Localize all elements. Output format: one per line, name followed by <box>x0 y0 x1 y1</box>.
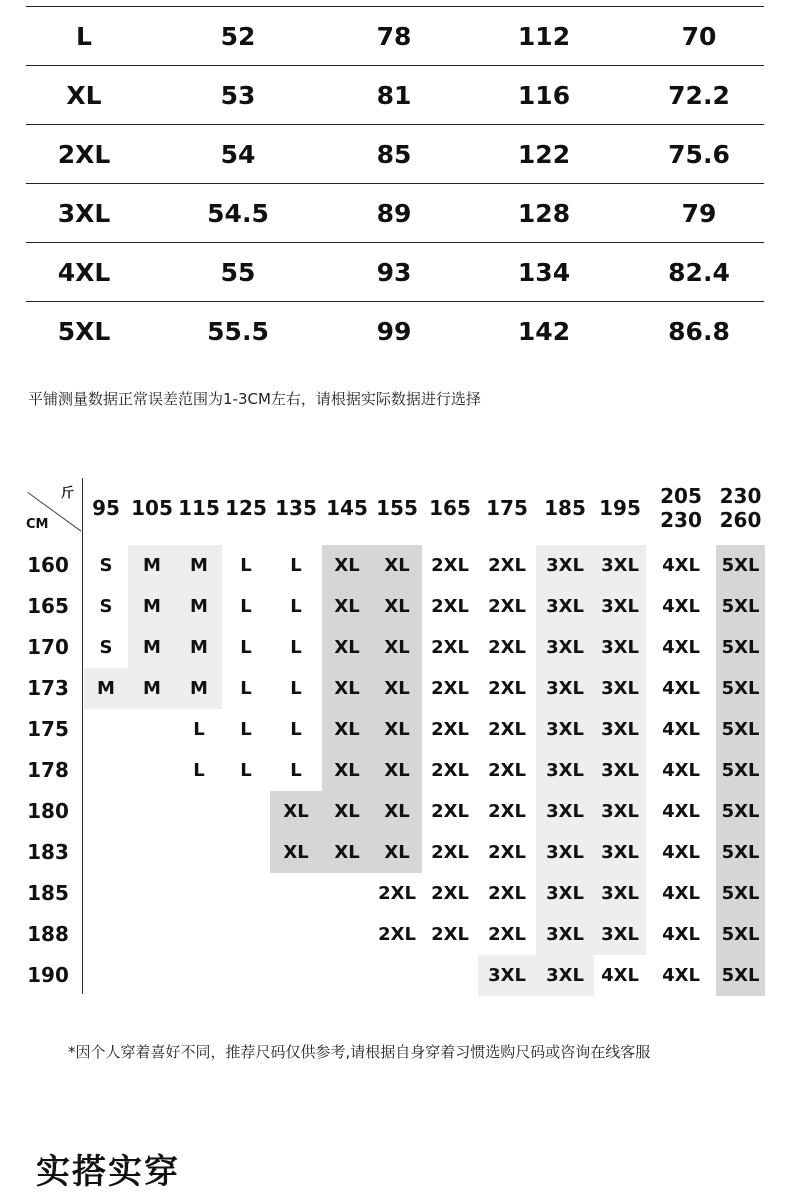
size-row <box>26 65 764 124</box>
recommended-size-cell <box>84 750 128 791</box>
recommended-size-cell <box>84 791 128 832</box>
recommended-size-cell: M <box>176 627 222 668</box>
recommended-size-cell: L <box>290 678 302 699</box>
size-label: 4XL <box>57 257 111 287</box>
recommended-size-cell: L <box>290 760 302 781</box>
recommended-size-cell: XL <box>270 832 322 873</box>
weight-header <box>176 486 222 530</box>
recommended-size-cell: M <box>128 545 176 586</box>
measurement-value: 86.8 <box>668 316 730 346</box>
recommended-size-cell: XL <box>322 750 372 791</box>
recommended-size-cell: 3XL <box>536 586 594 627</box>
recommended-size-cell: 4XL <box>662 965 700 986</box>
recommended-size-cell: 3XL <box>536 545 594 586</box>
recommended-size-cell: 4XL <box>662 842 700 863</box>
recommended-size-cell: 5XL <box>716 750 765 791</box>
recommended-size-cell <box>128 873 176 914</box>
recommended-size-cell <box>84 832 128 873</box>
measurement-value: 52 <box>220 21 256 51</box>
recommended-size-cell: 2XL <box>488 719 526 740</box>
recommended-size-cell: XL <box>322 832 372 873</box>
recommended-size-cell: 5XL <box>716 586 765 627</box>
recommended-size-cell: 2XL <box>431 678 469 699</box>
recommended-size-cell: L <box>240 637 252 658</box>
recommended-size-cell: L <box>240 678 252 699</box>
recommended-size-cell: L <box>290 596 302 617</box>
recommended-size-cell: 5XL <box>716 709 765 750</box>
recommended-size-cell: L <box>193 760 205 781</box>
recommended-size-cell: 5XL <box>716 668 765 709</box>
recommended-size-cell <box>222 914 270 955</box>
recommended-size-cell: 3XL <box>594 750 646 791</box>
recommended-size-cell: 2XL <box>378 924 416 945</box>
recommended-size-cell: 2XL <box>431 719 469 740</box>
recommended-size-cell: 2XL <box>431 924 469 945</box>
recommended-size-cell <box>84 873 128 914</box>
recommended-size-cell: 5XL <box>716 914 765 955</box>
corner-header <box>26 482 80 532</box>
recommended-size-cell: 3XL <box>478 955 536 996</box>
recommended-size-cell: 4XL <box>662 719 700 740</box>
recommended-size-cell: 4XL <box>662 555 700 576</box>
weight-header <box>84 486 128 530</box>
recommended-size-cell <box>128 914 176 955</box>
recommended-size-cell: 2XL <box>488 637 526 658</box>
measurement-value: 79 <box>681 198 717 228</box>
weight-value: 260 <box>719 508 762 532</box>
height-header: 180 <box>27 799 69 823</box>
recommended-size-cell: M <box>128 627 176 668</box>
weight-header <box>128 486 176 530</box>
recommended-size-cell: 3XL <box>594 586 646 627</box>
weight-value: 135 <box>275 496 317 520</box>
recommended-size-cell: XL <box>270 791 322 832</box>
height-header: 173 <box>27 676 69 700</box>
recommended-size-cell: L <box>240 596 252 617</box>
measurement-value: 122 <box>517 139 571 169</box>
weight-header <box>536 486 594 530</box>
recommended-size-cell: 4XL <box>662 801 700 822</box>
recommended-size-cell <box>270 914 322 955</box>
recommended-size-cell <box>84 709 128 750</box>
recommended-size-cell: 5XL <box>716 791 765 832</box>
weight-value: 230 <box>719 484 762 508</box>
measurement-value: 142 <box>517 316 571 346</box>
weight-header <box>322 486 372 530</box>
height-column-divider <box>82 478 83 994</box>
measurement-value: 116 <box>517 80 571 110</box>
recommended-size-cell: 4XL <box>662 883 700 904</box>
recommended-size-cell: 2XL <box>488 555 526 576</box>
recommended-size-cell: 3XL <box>594 832 646 873</box>
recommended-size-cell: 2XL <box>488 924 526 945</box>
recommended-size-cell: 3XL <box>594 709 646 750</box>
recommended-size-cell <box>322 873 372 914</box>
height-header: 175 <box>27 717 69 741</box>
recommended-size-cell: 4XL <box>601 965 639 986</box>
weight-header <box>716 486 765 530</box>
recommended-size-cell: 2XL <box>488 801 526 822</box>
recommended-size-cell: S <box>99 596 113 617</box>
recommended-size-cell: L <box>193 719 205 740</box>
weight-value: 155 <box>376 496 418 520</box>
recommended-size-cell <box>222 791 270 832</box>
recommended-size-cell <box>84 914 128 955</box>
size-label: XL <box>66 80 102 110</box>
measurement-value: 54 <box>220 139 256 169</box>
measurement-value: 89 <box>376 198 412 228</box>
recommended-size-cell: 3XL <box>536 750 594 791</box>
recommended-size-cell: 2XL <box>488 760 526 781</box>
measurement-value: 128 <box>517 198 571 228</box>
recommended-size-cell: M <box>128 668 176 709</box>
size-measurement-table <box>26 6 764 360</box>
weight-header <box>594 486 646 530</box>
recommended-size-cell <box>270 955 322 996</box>
recommended-size-cell: 5XL <box>716 955 765 996</box>
recommended-size-cell: S <box>99 555 113 576</box>
weight-value: 185 <box>544 496 586 520</box>
recommended-size-cell: 3XL <box>536 709 594 750</box>
recommended-size-cell: XL <box>372 586 422 627</box>
weight-header <box>372 486 422 530</box>
recommended-size-cell: 4XL <box>662 596 700 617</box>
recommended-size-cell <box>222 873 270 914</box>
recommended-size-cell: 2XL <box>431 842 469 863</box>
recommended-size-cell: XL <box>322 627 372 668</box>
recommended-size-cell: 2XL <box>431 760 469 781</box>
recommended-size-cell: 5XL <box>716 545 765 586</box>
height-header: 183 <box>27 840 69 864</box>
measurement-value: 99 <box>376 316 412 346</box>
recommended-size-cell: 3XL <box>594 545 646 586</box>
recommended-size-cell: XL <box>372 627 422 668</box>
recommended-size-cell: 3XL <box>536 791 594 832</box>
recommended-size-cell: 2XL <box>488 842 526 863</box>
measurement-tolerance-note: 平铺测量数据正常误差范围为1-3CM左右，请根据实际数据进行选择 <box>28 390 481 408</box>
weight-value: 205 <box>660 484 702 508</box>
recommended-size-cell: XL <box>372 668 422 709</box>
measurement-value: 81 <box>376 80 412 110</box>
recommended-size-cell: 4XL <box>662 760 700 781</box>
size-label: L <box>76 21 92 51</box>
recommended-size-cell: 3XL <box>536 914 594 955</box>
height-header: 185 <box>27 881 69 905</box>
recommended-size-cell: L <box>240 555 252 576</box>
weight-value: 105 <box>131 496 173 520</box>
height-unit-label: CM <box>26 517 49 532</box>
size-recommendation-chart <box>0 470 790 1000</box>
recommended-size-cell: 2XL <box>431 801 469 822</box>
recommended-size-cell: 3XL <box>536 832 594 873</box>
height-header: 188 <box>27 922 69 946</box>
measurement-value: 93 <box>376 257 412 287</box>
size-row <box>26 301 764 360</box>
measurement-value: 85 <box>376 139 412 169</box>
weight-value: 195 <box>599 496 641 520</box>
weight-value: 145 <box>326 496 368 520</box>
recommended-size-cell: 5XL <box>716 832 765 873</box>
size-row <box>26 183 764 242</box>
size-label: 5XL <box>57 316 111 346</box>
measurement-value: 75.6 <box>668 139 730 169</box>
recommended-size-cell: 3XL <box>594 873 646 914</box>
recommended-size-cell: L <box>290 719 302 740</box>
weight-header <box>478 486 536 530</box>
recommended-size-cell: XL <box>372 709 422 750</box>
size-advice-note: *因个人穿着喜好不同，推荐尺码仅供参考,请根据自身穿着习惯选购尺码或咨询在线客服 <box>68 1043 651 1061</box>
size-row <box>26 124 764 183</box>
recommended-size-cell: XL <box>322 668 372 709</box>
section-title: 实搭实穿 <box>36 1152 180 1192</box>
recommended-size-cell: L <box>290 637 302 658</box>
recommended-size-cell <box>128 955 176 996</box>
recommended-size-cell: 3XL <box>536 955 594 996</box>
weight-header <box>222 486 270 530</box>
recommended-size-cell: 2XL <box>488 678 526 699</box>
size-row <box>26 6 764 65</box>
recommended-size-cell: 3XL <box>594 668 646 709</box>
recommended-size-cell <box>322 955 372 996</box>
recommended-size-cell: XL <box>372 832 422 873</box>
recommended-size-cell: XL <box>322 709 372 750</box>
recommended-size-cell: 4XL <box>662 924 700 945</box>
weight-value: 230 <box>660 508 702 532</box>
recommended-size-cell: 2XL <box>431 596 469 617</box>
recommended-size-cell: XL <box>372 791 422 832</box>
recommended-size-cell: L <box>290 555 302 576</box>
recommended-size-cell <box>128 709 176 750</box>
weight-value: 95 <box>92 496 120 520</box>
recommended-size-cell <box>176 955 222 996</box>
recommended-size-cell <box>422 955 478 996</box>
recommended-size-cell: S <box>99 637 113 658</box>
size-row <box>26 242 764 301</box>
recommended-size-cell: 3XL <box>594 914 646 955</box>
recommended-size-cell <box>322 914 372 955</box>
measurement-value: 70 <box>681 21 717 51</box>
recommended-size-cell: 5XL <box>716 873 765 914</box>
recommended-size-cell: L <box>240 760 252 781</box>
recommended-size-cell <box>270 873 322 914</box>
measurement-value: 72.2 <box>668 80 730 110</box>
measurement-value: 112 <box>517 21 571 51</box>
recommended-size-cell: 3XL <box>536 873 594 914</box>
recommended-size-cell: M <box>176 586 222 627</box>
measurement-value: 78 <box>376 21 412 51</box>
recommended-size-cell <box>222 955 270 996</box>
recommended-size-cell: 5XL <box>716 627 765 668</box>
weight-header <box>422 486 478 530</box>
recommended-size-cell <box>176 791 222 832</box>
recommended-size-cell: XL <box>372 750 422 791</box>
height-header: 170 <box>27 635 69 659</box>
height-header: 190 <box>27 963 69 987</box>
recommended-size-cell <box>372 955 422 996</box>
height-header: 165 <box>27 594 69 618</box>
weight-value: 165 <box>429 496 471 520</box>
recommended-size-cell <box>128 750 176 791</box>
recommended-size-cell <box>128 832 176 873</box>
measurement-value: 134 <box>517 257 571 287</box>
recommended-size-cell: 2XL <box>488 596 526 617</box>
recommended-size-cell: L <box>240 719 252 740</box>
recommended-size-cell: M <box>176 668 222 709</box>
recommended-size-cell: 4XL <box>662 637 700 658</box>
recommended-size-cell: 3XL <box>594 627 646 668</box>
recommended-size-cell <box>176 873 222 914</box>
height-header: 178 <box>27 758 69 782</box>
measurement-value: 82.4 <box>668 257 730 287</box>
height-header: 160 <box>27 553 69 577</box>
recommended-size-cell: XL <box>372 545 422 586</box>
weight-header <box>270 486 322 530</box>
recommended-size-cell: 2XL <box>431 883 469 904</box>
weight-header <box>646 486 716 530</box>
recommended-size-cell: XL <box>322 791 372 832</box>
measurement-value: 53 <box>220 80 256 110</box>
recommended-size-cell: M <box>176 545 222 586</box>
recommended-size-cell: 3XL <box>594 791 646 832</box>
recommended-size-cell <box>176 832 222 873</box>
size-label: 3XL <box>57 198 111 228</box>
weight-value: 115 <box>178 496 220 520</box>
recommended-size-cell <box>128 791 176 832</box>
recommended-size-cell: 3XL <box>536 627 594 668</box>
recommended-size-cell <box>84 955 128 996</box>
recommended-size-cell: 2XL <box>378 883 416 904</box>
weight-value: 125 <box>225 496 267 520</box>
recommended-size-cell: M <box>84 668 128 709</box>
measurement-value: 54.5 <box>207 198 269 228</box>
recommended-size-cell: XL <box>322 586 372 627</box>
measurement-value: 55 <box>220 257 256 287</box>
recommended-size-cell: 4XL <box>662 678 700 699</box>
recommended-size-cell: 2XL <box>431 637 469 658</box>
recommended-size-cell <box>176 914 222 955</box>
recommended-size-cell: M <box>128 586 176 627</box>
weight-unit-label: 斤 <box>60 486 74 501</box>
recommended-size-cell <box>222 832 270 873</box>
weight-value: 175 <box>486 496 528 520</box>
recommended-size-cell: 2XL <box>431 555 469 576</box>
measurement-value: 55.5 <box>207 316 269 346</box>
recommended-size-cell: 3XL <box>536 668 594 709</box>
recommended-size-cell: XL <box>322 545 372 586</box>
size-label: 2XL <box>57 139 111 169</box>
recommended-size-cell: 2XL <box>488 883 526 904</box>
